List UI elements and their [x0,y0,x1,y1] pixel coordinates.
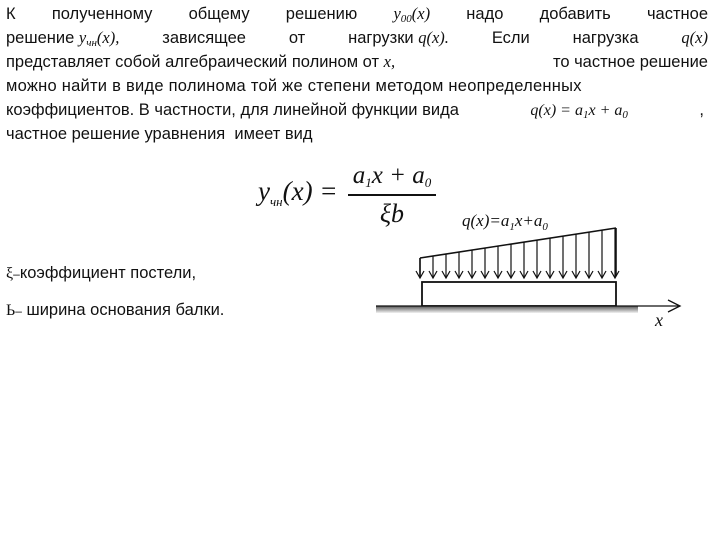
beam [422,282,616,306]
inline-formula-q: $q(x) = a_1x + a_0$ [530,102,628,121]
load-top-line [420,228,616,258]
load-label: $q(x)=a_1x+a_0$ [462,211,548,233]
inline-formula-ychn: $y_{чн}(x)$, [78,28,120,49]
main-formula-denominator: ξb [379,199,405,228]
inline-formula-y00: $y_{00}(x)$ [393,4,431,25]
legend-item-xi: ξ–коэффициент постели, [6,264,197,282]
paragraph-line-4: можно найти в виде полинома той же степени методом неопределенных [6,77,582,95]
paragraph-line-3: представляет собой алгебраический полином от x, то частное решение [6,52,708,71]
main-formula-lhs: $y_{чн}(x)$ = [258,176,338,209]
load-arrows [416,228,619,278]
paragraph-line-6: частное решение уравнения имеет вид [6,125,313,143]
paragraph-line-5: коэффициентов. В частности, для линейной функции вида $q(x) = a_1x + a_0$ , [6,98,708,122]
x-axis-label: x [655,310,663,330]
legend-item-b: Ь– ширина основания балки. [6,301,225,319]
ground-foundation [376,306,638,313]
paragraph-line-1: К полученному общему решению $y_{00}(x)$ надо добавить частное [6,2,708,26]
main-formula-numerator: a1x + a0 [352,162,432,190]
paragraph-line-2: решение $y_{чн}(x)$, зависящее от нагрузки q(x). Если нагрузка q(x) [6,28,708,49]
